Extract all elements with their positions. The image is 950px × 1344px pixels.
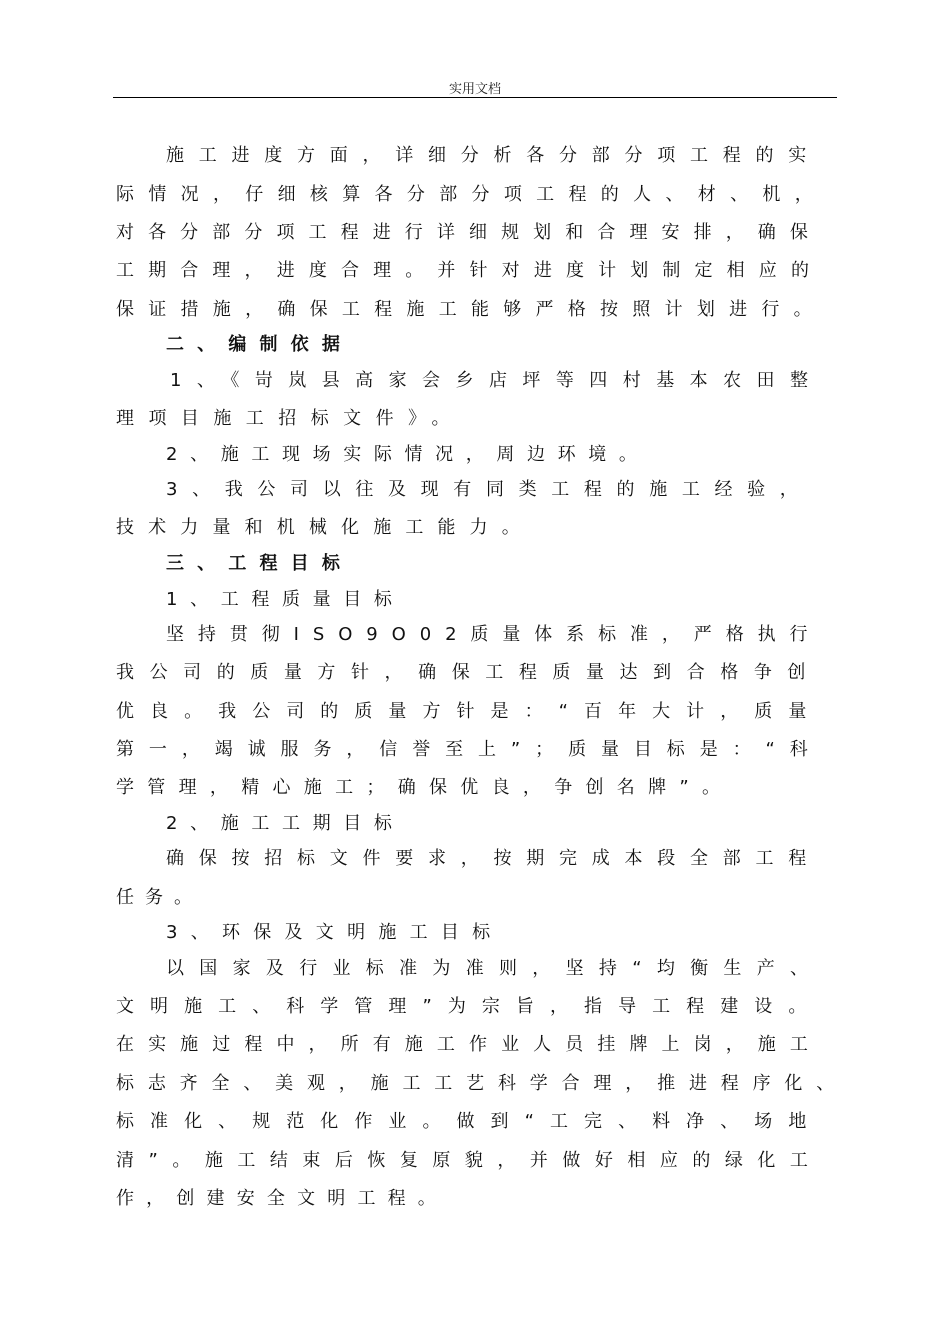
paragraph-line: 第一，竭诚服务，信誉至上”；质量目标是：“科: [116, 739, 823, 760]
subsection-heading: 2、施工工期目标: [166, 813, 405, 834]
section-heading: 三、工程目标: [166, 553, 354, 574]
paragraph-line: 理项目施工招标文件》。: [116, 408, 464, 429]
section-heading: 二、编制依据: [166, 334, 354, 355]
paragraph-line: 作，创建安全文明工程。: [116, 1188, 448, 1209]
paragraph-line: 任务。: [116, 887, 203, 908]
paragraph-line: 在实施过程中，所有施工作业人员挂牌上岗，施工: [116, 1034, 822, 1055]
paragraph-line: 保证措施，确保工程施工能够严格按照计划进行。: [116, 299, 826, 320]
subsection-heading: 3、环保及文明施工目标: [166, 922, 504, 943]
paragraph-line: 施工进度方面，详细分析各分部分项工程的实: [166, 145, 821, 166]
header-rule: [113, 97, 837, 98]
paragraph-line: 2、施工现场实际情况，周边环境。: [166, 444, 650, 465]
header-title: 实用文档: [448, 82, 501, 97]
paragraph-line: 标志齐全、美观，施工工艺科学合理，推进程序化、: [116, 1073, 849, 1094]
paragraph-line: 标准化、规范化作业。做到“工完、料净、场地: [116, 1111, 823, 1132]
paragraph-line: 际情况，仔细核算各分部分项工程的人、材、机，: [116, 184, 828, 205]
paragraph-line: 确保按招标文件要求，按期完成本段全部工程: [166, 848, 821, 869]
paragraph-line: 清”。施工结束后恢复原貌，并做好相应的绿化工: [116, 1150, 823, 1171]
paragraph-line: 坚持贯彻ISO9O02质量体系标准，严格执行: [166, 624, 822, 645]
paragraph-line: 学管理，精心施工；确保优良，争创名牌”。: [116, 777, 734, 798]
paragraph-line: 3、我公司以往及现有同类工程的施工经验，: [166, 479, 813, 500]
paragraph-line: 工期合理，进度合理。并针对进度计划制定相应的: [116, 260, 824, 281]
paragraph-line: 对各分部分项工程进行详细规划和合理安排，确保: [116, 222, 822, 243]
paragraph-line: 优良。我公司的质量方针是：“百年大计，质量: [116, 701, 823, 722]
paragraph-line: 技术力量和机械化施工能力。: [116, 517, 534, 538]
paragraph-line: 我公司的质量方针，确保工程质量达到合格争创: [116, 662, 821, 683]
paragraph-line: 以国家及行业标准为准则，坚持“均衡生产、: [166, 958, 824, 979]
paragraph-line: 1、《岢岚县高家会乡店坪等四村基本农田整: [170, 370, 824, 391]
subsection-heading: 1、工程质量目标: [166, 589, 405, 610]
paragraph-line: 文明施工、科学管理”为宗旨，指导工程建设。: [116, 996, 823, 1017]
